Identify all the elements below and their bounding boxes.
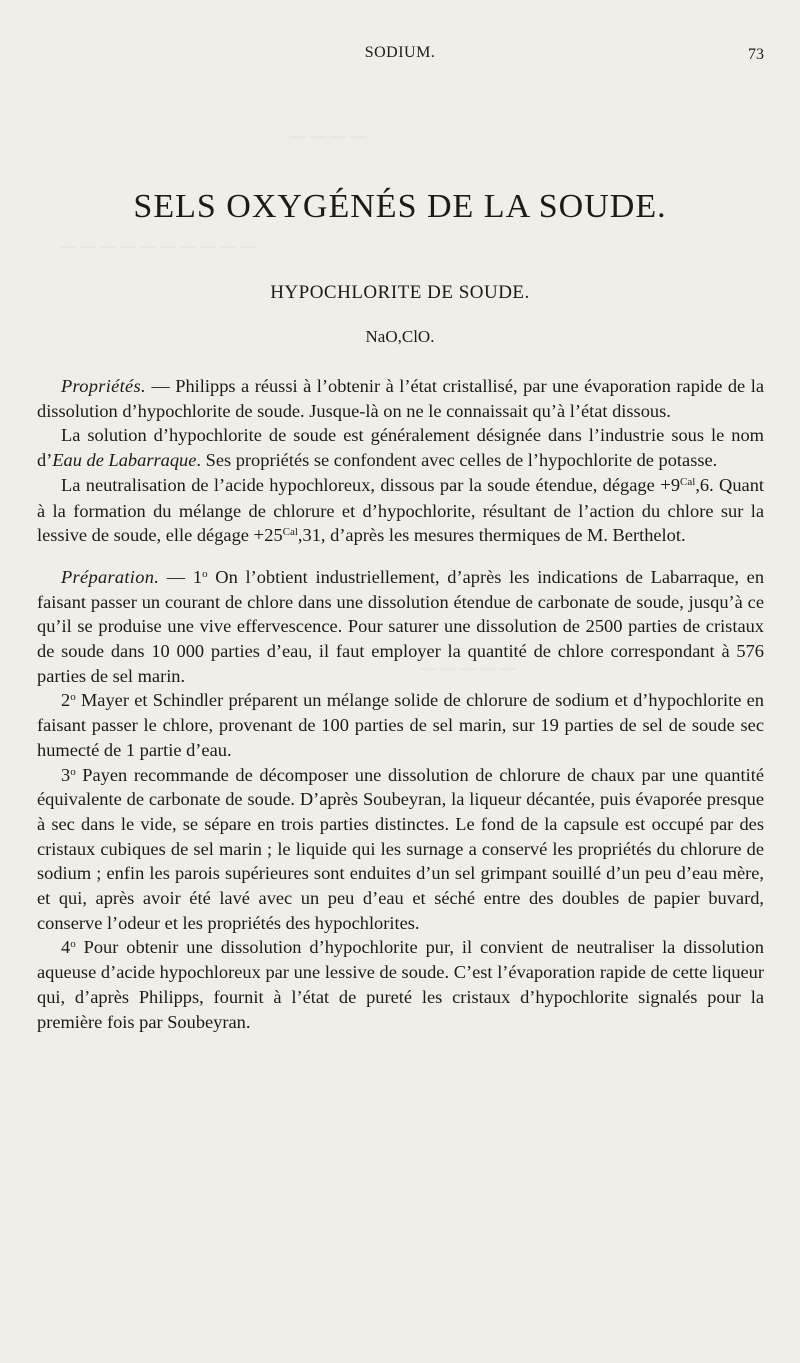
ordinal-mark: o <box>70 938 76 951</box>
item-number: 3 <box>61 764 71 785</box>
plus-sign: + <box>660 474 671 496</box>
paragraph-method-4 <box>37 935 764 1034</box>
plus-sign: + <box>253 525 265 547</box>
paragraph-text: . Ses propriétés se confondent avec celles de l’hypochlorite de potasse. <box>196 450 718 471</box>
paragraph-text: Pour obtenir une dissolution d’hypochlorite pur, il convient de neutraliser la dissolution aqueuse d’acide hypochloreux par une lessive de soude. C’est l’évaporation rapide de cette liqueur qui, d’après Philipps, fournit à l’état de pureté les cristaux d’hypochlorite signalés pour la première fois par Soubeyran. <box>37 937 764 1032</box>
paragraph-text: — Philipps a réussi à l’obtenir à l’état cristallisé, par une évaporation rapide de la dissolution d’hypochlorite de soude. Jusque-là on ne le connaissait qu’à l’état dissous. <box>37 376 764 421</box>
heading-preparation: Préparation. <box>61 566 160 587</box>
ordinal-mark: o <box>202 567 208 580</box>
chapter-title: SELS OXYGÉNÉS DE LA SOUDE. <box>133 188 667 225</box>
heat-decimal: ,31 <box>297 525 321 546</box>
body-text <box>37 374 764 1034</box>
heat-decimal: ,6 <box>695 474 710 495</box>
paragraph-labarraque <box>37 423 764 472</box>
italic-term: Eau de Labarraque <box>52 450 197 471</box>
paragraph-text: La solution d’hypochlorite de soude est généralement désignée dans l’industrie sous le nom d’ <box>37 425 764 471</box>
paragraph-text: . Quant à la formation du mélange de chlorure et d’hypochlorite, résultant de l’action du chlore sur la lessive de soude, elle dégage <box>37 474 764 546</box>
page-number: 73 <box>748 46 764 63</box>
bleed-through-mark: — — — — — <box>420 660 516 677</box>
paragraph-method-3 <box>37 763 764 936</box>
paragraph-text: On l’obtient industriellement, d’après les indications de Labarraque, en faisant passer un courant de chlore dans une dissolution étendue de carbonate de soude, jusqu’à ce qu’il se produise une vive effervescence. Pour saturer une dissolution de 2500 parties de cristaux de soude dans 10 000 parties d’eau, il faut employer la quantité de chlore correspondant à 576 parties de sel marin. <box>37 566 765 686</box>
item-number: — 1 <box>159 566 203 587</box>
calorie-unit: Cal <box>282 526 298 539</box>
running-header <box>0 44 800 68</box>
heat-value: 25 <box>264 525 283 546</box>
heat-value: 9 <box>670 474 681 495</box>
bleed-through-mark: — — — — <box>290 128 366 145</box>
bleed-through-mark: — — — — — — — — — — <box>60 238 256 255</box>
heading-properties: Propriétés. <box>61 376 146 396</box>
paragraph-text: Payen recommande de décomposer une dissolution de chlorure de chaux par une quantité équivalente de carbonate de soude. D’après Soubeyran, la liqueur décantée, puis évaporée presque à sec dans le vide, se sépare en trois parties distinctes. Le fond de la capsule est occupé par des cristaux cubiques de sel marin ; le liquide qui les surnage a conservé les propriétés du chlorure de sodium ; enfin les parois supérieures sont enduites d’un sel grimpant souillé d’un peu d’eau mère, et qui, après avoir été lavé avec un peu d’eau et séché entre des doubles de papier buvard, conserve l’odeur et les propriétés des hypochlorites. <box>37 764 764 933</box>
paragraph-text: , d’après les mesures thermiques de M. Berthelot. <box>320 525 686 546</box>
running-title: SODIUM. <box>364 44 436 61</box>
calorie-unit: Cal <box>680 475 696 488</box>
ordinal-mark: o <box>70 765 76 778</box>
paragraph-thermochemistry <box>37 473 764 549</box>
paragraph-preparation <box>37 565 764 689</box>
paragraph-method-2 <box>37 688 764 762</box>
paragraph-text: Mayer et Schindler préparent un mélange solide de chlorure de sodium et d’hypochlorite en faisant passer le chlore, provenant de 100 parties de sel marin, sur 19 parties de sel de soude sec humecté de 1 partie d’eau. <box>37 690 764 760</box>
ordinal-mark: o <box>70 691 76 704</box>
item-number: 4 <box>61 937 71 958</box>
chemical-formula: NaO,ClO. <box>365 327 435 346</box>
section-title: HYPOCHLORITE DE SOUDE. <box>270 282 530 303</box>
paragraph-text: La neutralisation de l’acide hypochloreux, dissous par la soude étendue, dégage <box>61 474 661 495</box>
paragraph-properties <box>37 374 764 423</box>
item-number: 2 <box>61 690 71 711</box>
